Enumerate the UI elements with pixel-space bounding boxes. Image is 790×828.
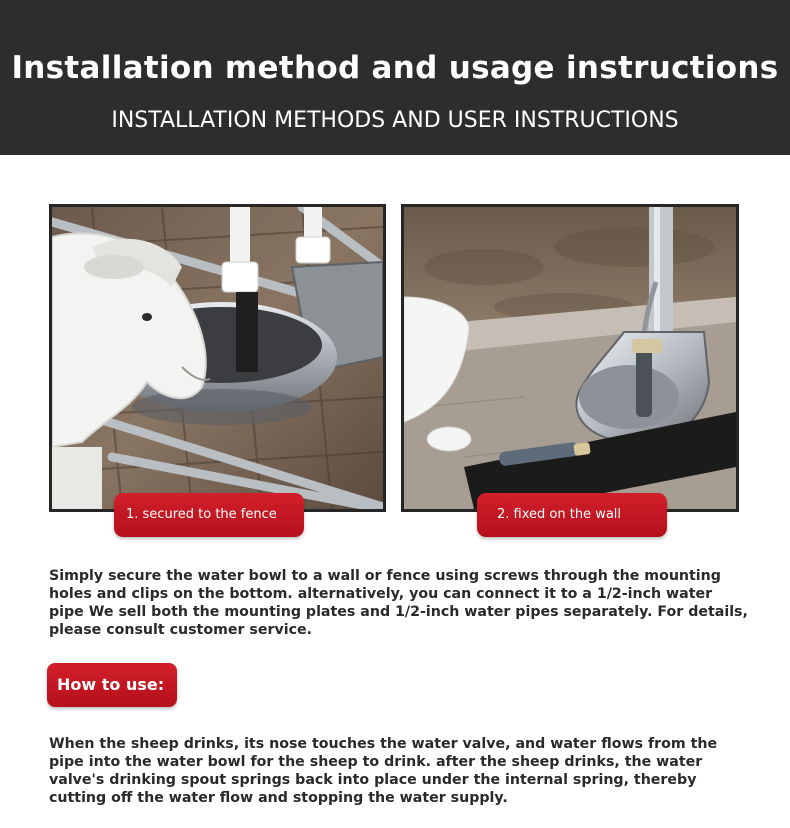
how-to-use-description: When the sheep drinks, its nose touches the water valve, and water flows from the pipe into the water bowl for the sheep to drink. after the sheep drinks, the water valve's drinking spout springs back into place under the internal spring, thereby cutting off the water flow and stopping the water supply. [49,736,718,806]
method-label-fence: 1. secured to the fence [114,493,304,537]
installation-description: Simply secure the water bowl to a wall or fence using screws through the mounting holes and clips on the bottom. alternatively, you can connect it to a 1/2-inch water pipe We sell both the mounting plates and 1/2-inch water pipes separately. For details, please consult customer service. [49,568,748,638]
photo-wall-installation [401,204,739,512]
page-title: Installation method and usage instructions [11,50,779,86]
fence-photo-illustration [52,207,383,509]
header-banner [0,0,790,155]
photo-fence-installation [49,204,386,512]
wall-photo-illustration [404,207,736,509]
method-label-wall: 2. fixed on the wall [477,493,667,537]
how-to-use-heading: How to use: [47,663,177,707]
page-subtitle: INSTALLATION METHODS AND USER INSTRUCTIONS [111,108,679,133]
